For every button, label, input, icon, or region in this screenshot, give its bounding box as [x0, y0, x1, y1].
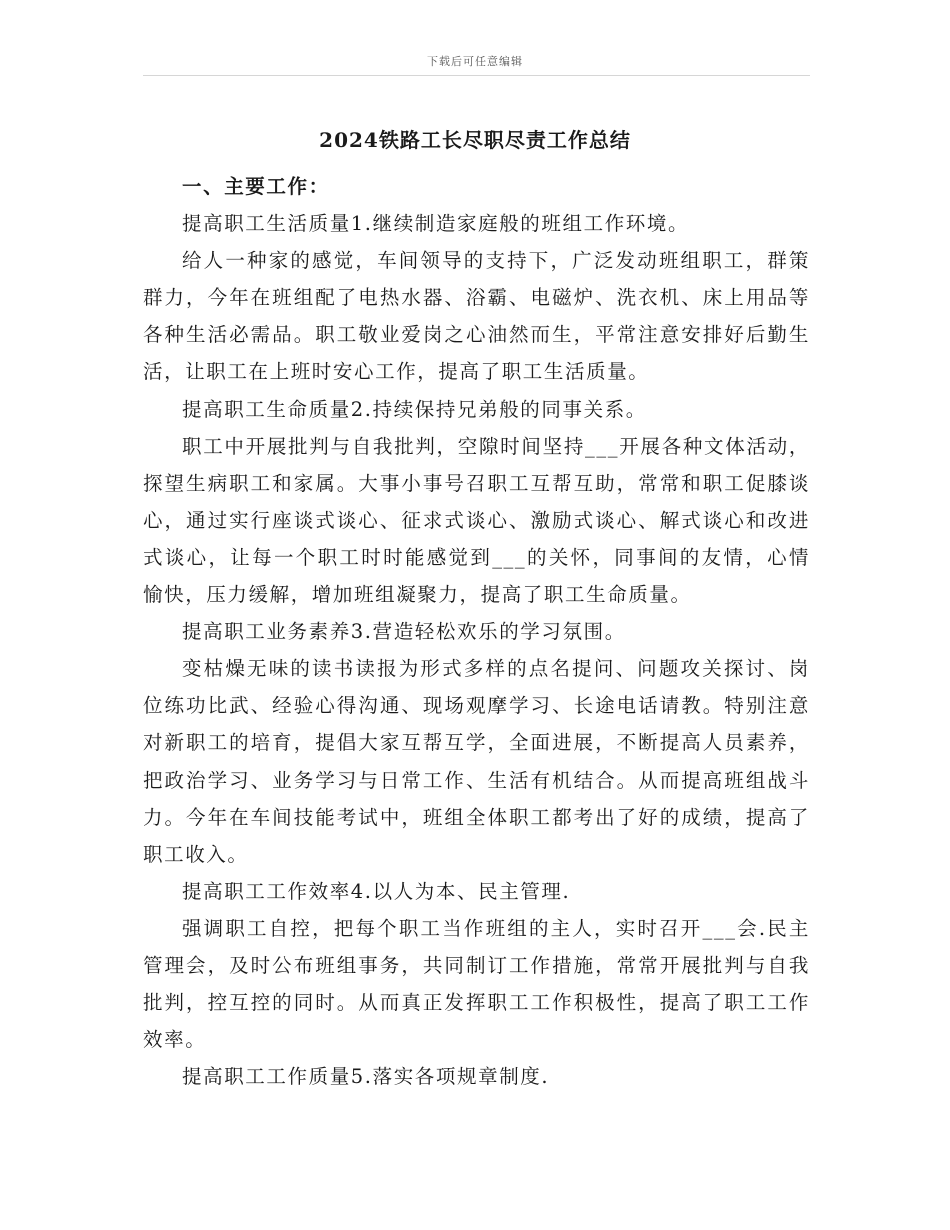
paragraph: 职工中开展批判与自我批判，空隙时间坚持___开展各种文体活动，探望生病职工和家属。大事小事号召职工互帮互助，常常和职工促膝谈心，通过实行座谈式谈心、征求式谈心、激励式谈心、解式谈心和改进式谈心，让每一个职工时时能感觉到___的关怀，同事间的友情，心情愉快，压力缓解，增加班组凝聚力，提高了职工生命质量。	[143, 434, 810, 607]
header-note: 下载后可任意编辑	[427, 55, 523, 68]
paragraph: 提高职工生活质量1.继续制造家庭般的班组工作环境。	[182, 212, 690, 236]
paragraph: 提高职工业务素养3.营造轻松欢乐的学习氛围。	[182, 620, 626, 644]
paragraph: 给人一种家的感觉，车间领导的支持下，广泛发动班组职工，群策群力，今年在班组配了电热水器、浴霸、电磁炉、洗衣机、床上用品等各种生活必需品。职工敬业爱岗之心油然而生，平常注意安排好后勤生活，让职工在上班时安心工作，提高了职工生活质量。	[143, 249, 810, 384]
header-divider	[143, 75, 810, 76]
paragraph: 强调职工自控，把每个职工当作班组的主人，实时召开___会.民主管理会，及时公布班组事务，共同制订工作措施，常常开展批判与自我批判，控互控的同时。从而真正发挥职工工作积极性，提高了职工工作效率。	[143, 916, 810, 1052]
paragraph: 变枯燥无味的读书读报为形式多样的点名提问、问题攻关探讨、岗位练功比武、经验心得沟通、现场观摩学习、长途电话请教。特别注意对新职工的培育，提倡大家互帮互学，全面进展，不断提高人员素养，把政治学习、业务学习与日常工作、生活有机结合。从而提高班组战斗力。今年在车间技能考试中，班组全体职工都考出了好的成绩，提高了职工收入。	[143, 657, 810, 866]
document-body	[143, 168, 810, 1095]
section-heading: 一、主要工作：	[182, 175, 330, 198]
document-title: 2024铁路工长尽职尽责工作总结	[319, 128, 631, 152]
paragraph: 提高职工工作质量5.落实各项规章制度.	[182, 1065, 550, 1089]
paragraph: 提高职工工作效率4.以人为本、民主管理.	[182, 879, 571, 903]
paragraph: 提高职工生命质量2.持续保持兄弟般的同事关系。	[182, 397, 647, 421]
